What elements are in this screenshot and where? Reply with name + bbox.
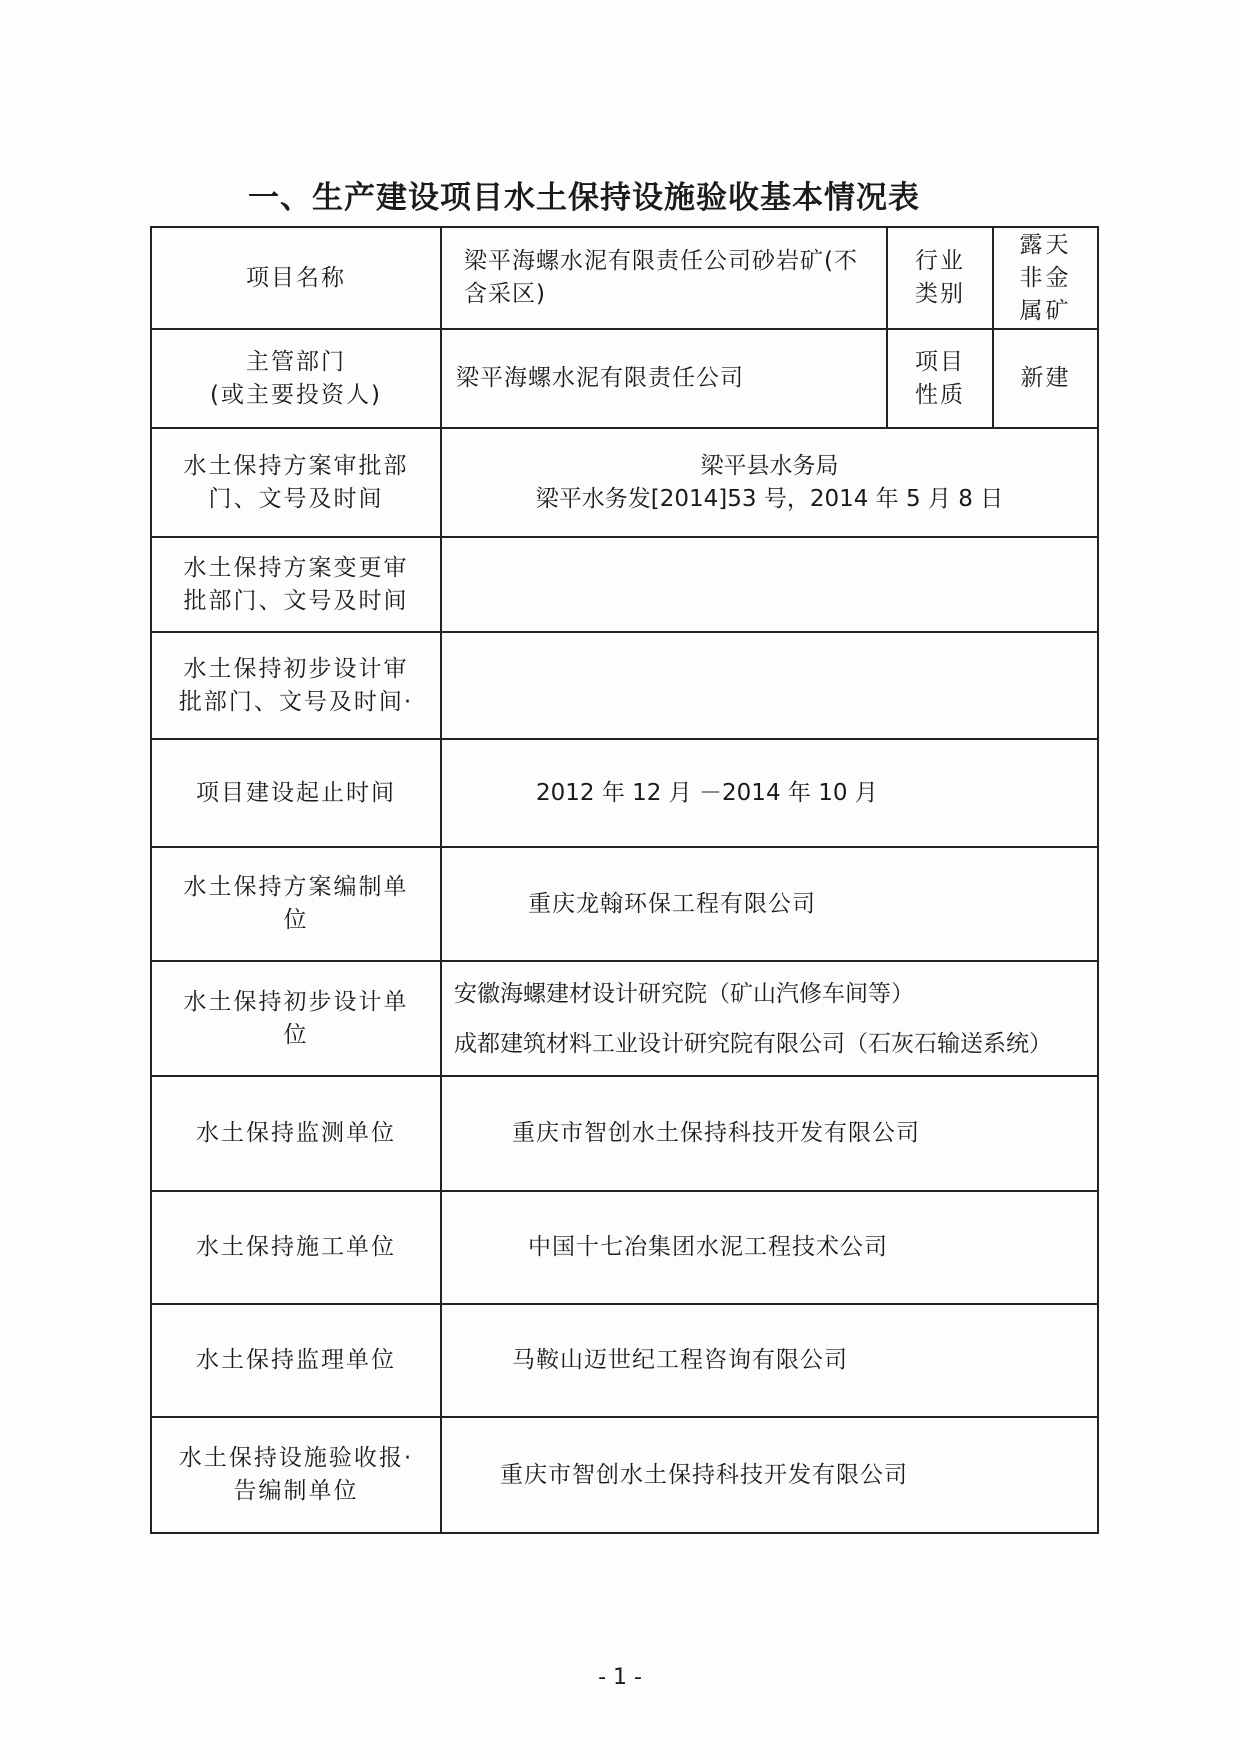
project-name-label: 项目名称 bbox=[151, 227, 441, 329]
prelim-design-unit-value-line1: 安徽海螺建材设计研究院（矿山汽修车间等） bbox=[454, 980, 914, 1007]
industry-value: 露天非金属矿 bbox=[1019, 231, 1072, 324]
page-number: - 1 - bbox=[598, 1665, 642, 1690]
table-row bbox=[151, 537, 1098, 632]
prelim-design-unit-value-cell bbox=[441, 961, 1098, 1076]
table-row bbox=[151, 1191, 1098, 1304]
supervision-unit-value: 马鞍山迈世纪工程咨询有限公司 bbox=[441, 1304, 1098, 1417]
table-row bbox=[151, 961, 1098, 1076]
table-row bbox=[151, 227, 1098, 329]
acceptance-report-unit-label-line1: 水土保持设施验收报· bbox=[178, 1445, 414, 1471]
industry-value-cell bbox=[993, 227, 1098, 329]
project-name-value: 梁平海螺水泥有限责任公司砂岩矿(不含采区) bbox=[464, 248, 858, 307]
construction-unit-value: 中国十七冶集团水泥工程技术公司 bbox=[441, 1191, 1098, 1304]
prelim-design-approval-value bbox=[441, 632, 1098, 739]
table-row bbox=[151, 1304, 1098, 1417]
construction-period-label: 项目建设起止时间 bbox=[151, 739, 441, 847]
table-row bbox=[151, 847, 1098, 961]
prelim-design-unit-label-line1: 水土保持初步设计单 bbox=[183, 988, 409, 1015]
nature-label: 项目性质 bbox=[915, 348, 965, 408]
table-row bbox=[151, 1076, 1098, 1191]
prelim-design-unit-value-line2: 成都建筑材料工业设计研究院有限公司（石灰石输送系统） bbox=[454, 1030, 1052, 1057]
page-title: 一、生产建设项目水土保持设施验收基本情况表 bbox=[248, 180, 920, 216]
construction-unit-label: 水土保持施工单位 bbox=[151, 1191, 441, 1304]
nature-label-cell bbox=[887, 329, 993, 428]
plan-change-label-line1: 水土保持方案变更审 bbox=[183, 554, 409, 581]
industry-label-cell bbox=[887, 227, 993, 329]
plan-approval-label-line2: 门、文号及时间 bbox=[208, 485, 384, 512]
authority-label-cell bbox=[151, 329, 441, 428]
plan-approval-value-cell bbox=[441, 428, 1098, 537]
plan-approval-value-line2: 梁平水务发[2014]53 号，2014 年 5 月 8 日 bbox=[535, 485, 1004, 512]
supervision-unit-label: 水土保持监理单位 bbox=[151, 1304, 441, 1417]
prelim-design-approval-label-line2: 批部门、文号及时间· bbox=[178, 688, 414, 715]
plan-approval-label-line1: 水土保持方案审批部 bbox=[183, 452, 409, 479]
acceptance-report-unit-value: 重庆市智创水土保持科技开发有限公司 bbox=[441, 1417, 1098, 1533]
project-name-cell bbox=[441, 227, 887, 329]
table-row bbox=[151, 428, 1098, 537]
authority-label-line2: (或主要投资人) bbox=[210, 381, 382, 408]
industry-label: 行业类别 bbox=[915, 248, 965, 307]
basic-info-table bbox=[150, 226, 1099, 1534]
nature-value: 新建 bbox=[993, 329, 1098, 428]
construction-period-value: 2012 年 12 月 －2014 年 10 月 bbox=[441, 739, 1098, 847]
acceptance-report-unit-label-line2: 告编制单位 bbox=[233, 1478, 359, 1504]
table-row bbox=[151, 329, 1098, 428]
plan-change-label-line2: 批部门、文号及时间 bbox=[183, 587, 409, 614]
plan-change-value bbox=[441, 537, 1098, 632]
prelim-design-approval-label-cell bbox=[151, 632, 441, 739]
table-row bbox=[151, 1417, 1098, 1533]
authority-value: 梁平海螺水泥有限责任公司 bbox=[441, 329, 887, 428]
plan-compiler-label-line1: 水土保持方案编制单 bbox=[183, 874, 409, 900]
table-row bbox=[151, 632, 1098, 739]
plan-compiler-value: 重庆龙翰环保工程有限公司 bbox=[441, 847, 1098, 961]
plan-change-label-cell bbox=[151, 537, 441, 632]
monitoring-unit-value: 重庆市智创水土保持科技开发有限公司 bbox=[441, 1076, 1098, 1191]
acceptance-report-unit-label-cell bbox=[151, 1417, 441, 1533]
plan-approval-value-line1: 梁平县水务局 bbox=[700, 452, 839, 479]
prelim-design-unit-label-line2: 位 bbox=[283, 1021, 309, 1048]
prelim-design-unit-label-cell bbox=[151, 961, 441, 1076]
monitoring-unit-label: 水土保持监测单位 bbox=[151, 1076, 441, 1191]
authority-label-line1: 主管部门 bbox=[246, 348, 346, 375]
plan-compiler-label-line2: 位 bbox=[283, 907, 309, 933]
plan-compiler-label-cell bbox=[151, 847, 441, 961]
table-row bbox=[151, 739, 1098, 847]
prelim-design-approval-label-line1: 水土保持初步设计审 bbox=[183, 655, 409, 682]
plan-approval-label-cell bbox=[151, 428, 441, 537]
